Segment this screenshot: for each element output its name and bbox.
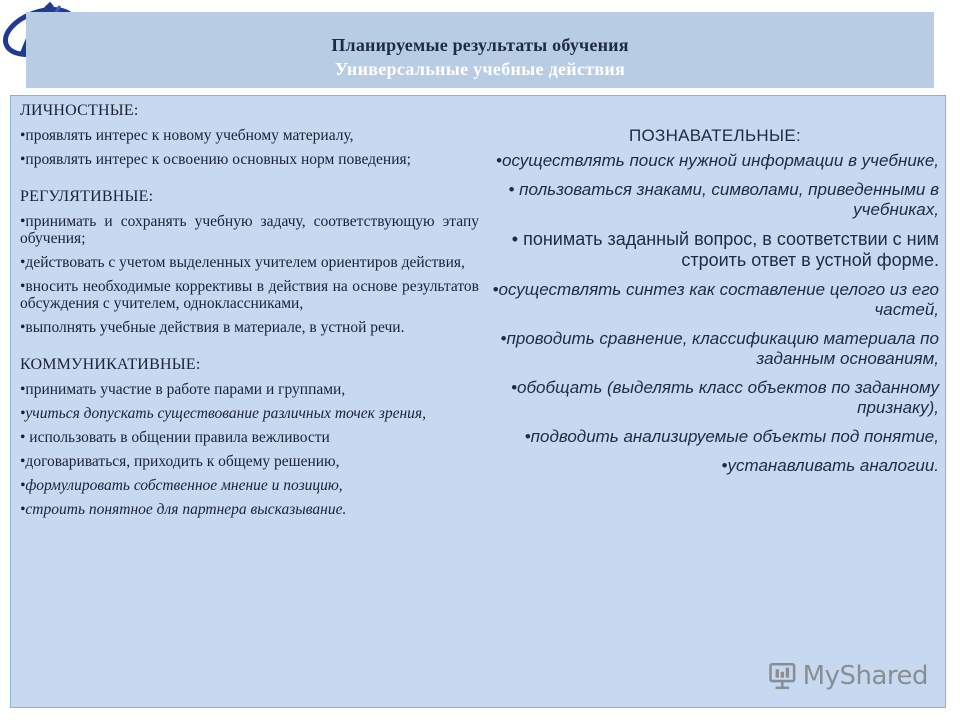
left-column xyxy=(20,102,479,538)
slide-header xyxy=(26,12,934,88)
list-item: •проявлять интерес к новому учебному материалу, xyxy=(20,127,354,144)
watermark-text: MyShared xyxy=(802,661,928,691)
communicative-section xyxy=(20,356,479,518)
list-item: •принимать участие в работе парами и группами, xyxy=(20,381,346,398)
presentation-board-icon xyxy=(768,659,797,693)
slide-subtitle: Универсальные учебные действия xyxy=(334,59,626,79)
list-item: •устанавливать аналогии. xyxy=(721,456,939,475)
list-item: • пользоваться знаками, символами, приведенными в учебниках, xyxy=(508,180,939,219)
list-item: •учиться допускать существование различных точек зрения, xyxy=(20,405,426,422)
list-item: •договариваться, приходить к общему решению, xyxy=(20,453,340,470)
list-item: •вносить необходимые коррективы в действия на основе результатов обсуждения с учителем, одноклассниками, xyxy=(20,278,479,312)
content-panel xyxy=(10,95,946,708)
list-item: •формулировать собственное мнение и позицию, xyxy=(20,477,343,494)
list-item: •действовать с учетом выделенных учителем ориентиров действия, xyxy=(20,254,465,271)
list-item: •осуществлять синтез как составление целого из его частей, xyxy=(492,280,939,319)
list-item: •осуществлять поиск нужной информации в учебнике, xyxy=(496,151,939,170)
list-item: •проводить сравнение, классификацию материала по заданным основаниям, xyxy=(500,329,939,368)
watermark xyxy=(768,658,928,694)
cognitive-heading: ПОЗНАВАТЕЛЬНЫЕ: xyxy=(628,126,802,145)
personal-heading: ЛИЧНОСТНЫЕ: xyxy=(20,102,139,119)
list-item: •подводить анализируемые объекты под понятие, xyxy=(524,427,939,446)
list-item: •проявлять интерес к освоению основных норм поведения; xyxy=(20,151,411,168)
list-item: •выполнять учебные действия в материале, в устной речи. xyxy=(20,319,405,336)
list-item: • понимать заданный вопрос, в соответствии с ним строить ответ в устной форме. xyxy=(511,229,939,270)
regulatory-section xyxy=(20,188,479,336)
communicative-heading: КОММУНИКАТИВНЫЕ: xyxy=(20,356,201,373)
regulatory-heading: РЕГУЛЯТИВНЫЕ: xyxy=(20,188,154,205)
list-item: •строить понятное для партнера высказывание. xyxy=(20,501,347,518)
list-item: •обобщать (выделять класс объектов по заданному признаку), xyxy=(511,378,939,417)
list-item: • использовать в общении правила вежливости xyxy=(20,429,330,446)
personal-section xyxy=(20,102,479,168)
list-item: •принимать и сохранять учебную задачу, соответствующую этапу обучения; xyxy=(20,213,479,247)
slide-title: Планируемые результаты обучения xyxy=(331,35,629,55)
right-column xyxy=(481,126,939,485)
